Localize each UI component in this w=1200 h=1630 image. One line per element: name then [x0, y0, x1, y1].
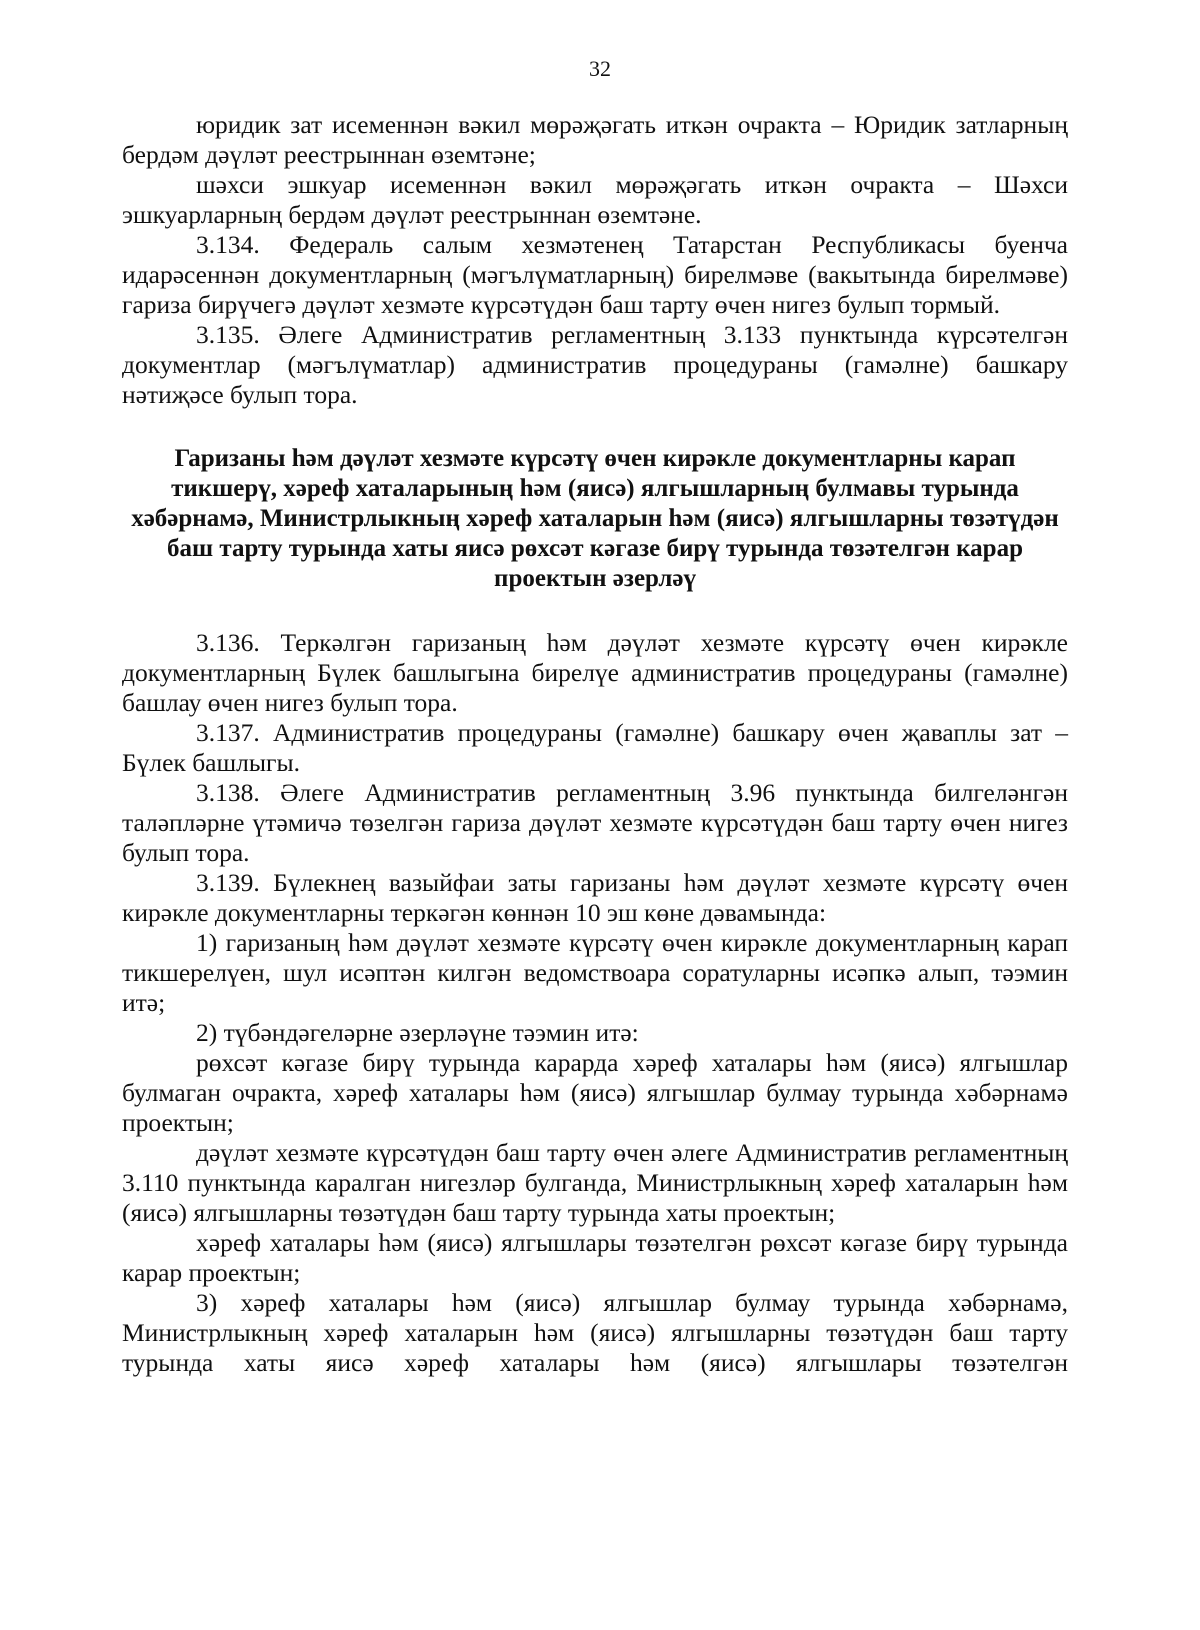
paragraph: 3.135. Әлеге Административ регламентның 3.133 пунктында күрсәтелгән документлар (мәгълүматлар) административ процедураны (гамәлне) башкару нәтиҗәсе булып тора.	[122, 320, 1068, 409]
section-heading: Гаризаны һәм дәүләт хезмәте күрсәтү өчен кирәкле документларны карап тикшерү, хәреф хаталарының һәм (яисә) ялгышларның булмавы турында хәбәрнамә, Министрлыкның хәреф хаталарын һәм (яисә) ялгышларны төзәтүдән баш тарту турында хаты яисә рөхсәт кәгазе бирү турында төзәтелгән карар проектын әзерләү	[131, 445, 1059, 592]
list-item: 2) түбәндәгеләрне әзерләүне тәэмин итә:	[196, 1018, 639, 1047]
sub-list-item: дәүләт хезмәте күрсәтүдән баш тарту өчен әлеге Административ регламентның 3.110 пунктында каралган нигезләр булганда, Министрлыкның хәреф хаталарын һәм (яисә) ялгышларны төзәтүдән баш тарту турында хаты проектын;	[122, 1138, 1068, 1227]
paragraph: 3.136. Теркәлгән гаризаның һәм дәүләт хезмәте күрсәтү өчен кирәкле документларның Бүлек башлыгына бирелүе административ процедураны (гамәлне) башлау өчен нигез булып тора.	[122, 628, 1068, 717]
sub-list-item: рөхсәт кәгазе бирү турында карарда хәреф хаталары һәм (яисә) ялгышлар булмаган очракта, хәреф хаталары һәм (яисә) ялгышлар булмау турында хәбәрнамә проектын;	[122, 1048, 1068, 1137]
paragraph: шәхси эшкуар исеменнән вәкил мөрәҗәгать иткән очракта – Шәхси эшкуарларның бердәм дәүләт реестрыннан өземтәне.	[122, 170, 1068, 229]
document-body	[122, 110, 1068, 1378]
paragraph: 3.137. Административ процедураны (гамәлне) башкару өчен җаваплы зат – Бүлек башлыгы.	[122, 718, 1068, 777]
paragraph: юридик зат исеменнән вәкил мөрәҗәгать иткән очракта – Юридик затларның бердәм дәүләт реестрыннан өземтәне;	[122, 110, 1068, 169]
page-number: 32	[589, 56, 611, 81]
list-item: 1) гаризаның һәм дәүләт хезмәте күрсәтү өчен кирәкле документларның карап тикшерелүен, шул исәптән килгән ведомствоара соратуларны исәпкә алып, тәэмин итә;	[122, 928, 1068, 1017]
paragraph: 3.138. Әлеге Административ регламентның 3.96 пунктында билгеләнгән таләпләрне үтәмичә төзелгән гариза дәүләт хезмәте күрсәтүдән баш тарту өчен нигез булып тора.	[122, 778, 1068, 867]
paragraph: 3.134. Федераль салым хезмәтенең Татарстан Республикасы буенча идарәсеннән документларның (мәгълүматларның) бирелмәве (вакытында бирелмәве) гариза бирүчегә дәүләт хезмәте күрсәтүдән баш тарту өчен нигез булып тормый.	[122, 230, 1068, 319]
paragraph: 3.139. Бүлекнең вазыйфаи заты гаризаны һәм дәүләт хезмәте күрсәтү өчен кирәкле документларны теркәгән көннән 10 эш көне дәвамында:	[122, 868, 1068, 927]
sub-list-item: хәреф хаталары һәм (яисә) ялгышлары төзәтелгән рөхсәт кәгазе бирү турында карар проектын;	[122, 1228, 1068, 1287]
list-item: 3) хәреф хаталары һәм (яисә) ялгышлар булмау турында хәбәрнамә, Министрлыкның хәреф хаталарын һәм (яисә) ялгышларны төзәтүдән баш тарту турында хаты яисә хәреф хаталары һәм (яисә) ялгышлары төзәтелгән	[122, 1288, 1068, 1377]
